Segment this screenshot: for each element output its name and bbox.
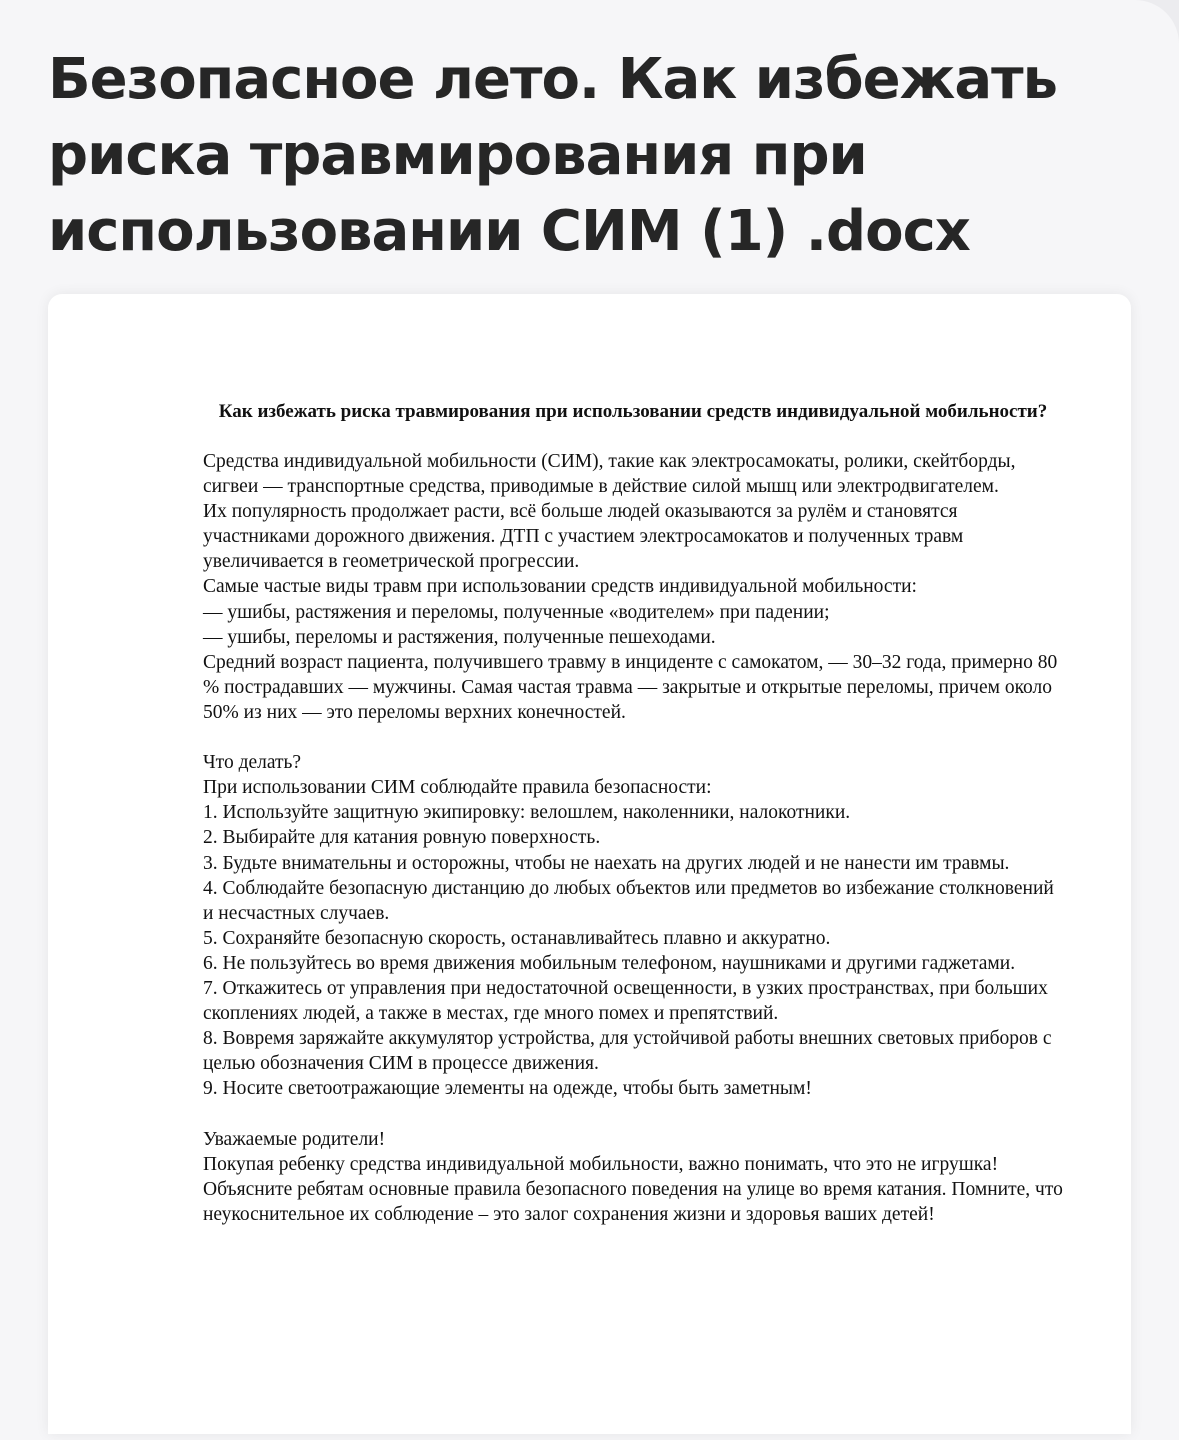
rule-item: 3. Будьте внимательны и осторожны, чтобы не наехать на других людей и не нанести им травмы. [203,852,1010,874]
rule-item: 7. Откажитесь от управления при недостаточной освещенности, в узких пространствах, при больших скоплениях людей, а также в местах, где много помех и препятствий. [203,977,1048,1025]
paragraph: Их популярность продолжает расти, всё больше людей оказываются за рулём и становятся участниками дорожного движения. ДТП с участием электросамокатов и полученных травм увеличивается в геометрической прогрессии. [203,501,964,573]
rule-item: 6. Не пользуйтесь во время движения мобильным телефоном, наушниками и другими гаджетами. [203,952,1016,974]
blank-line [203,725,1063,750]
document-content [203,399,1063,1227]
file-title: Безопасное лето. Как избежать риска травмирования при использовании СИМ (1) .docx [48,47,1057,264]
rule-item: 4. Соблюдайте безопасную дистанцию до любых объектов или предметов во избежание столкновений и несчастных случаев. [203,877,1054,924]
paragraph: Средний возраст пациента, получившего травму в инциденте с самокатом, — 30–32 года, примерно 80 % пострадавших — мужчины. Самая частая травма — закрытые и открытые переломы, причем около 50% из них — это переломы верхних конечностей. [203,651,1058,723]
rule-item: 8. Вовремя заряжайте аккумулятор устройства, для устойчивой работы внешних световых приборов с целью обозначения СИМ в процессе движения. [203,1028,1052,1075]
list-item: — ушибы, растяжения и переломы, полученные «водителем» при падении; [203,601,830,623]
section-title: Что делать? [203,752,302,774]
rule-item: 9. Носите светоотражающие элементы на одежде, чтобы быть заметным! [203,1078,812,1100]
document-page[interactable] [48,294,1131,1434]
rule-item: 1. Используйте защитную экипировку: велошлем, наколенники, налокотники. [203,802,851,824]
rule-item: 5. Сохраняйте безопасную скорость, останавливайтесь плавно и аккуратно. [203,927,831,949]
section-title: Уважаемые родители! [203,1128,386,1150]
paragraph: При использовании СИМ соблюдайте правила безопасности: [203,777,712,799]
paragraph: Самые частые виды травм при использовании средств индивидуальной мобильности: [203,576,917,598]
intro-section [203,449,1063,725]
parents-section [203,1127,1063,1227]
rules-section [203,750,1063,1101]
list-item: — ушибы, переломы и растяжения, полученные пешеходами. [203,626,716,648]
rule-item: 2. Выбирайте для катания ровную поверхность. [203,827,601,849]
document-heading: Как избежать риска травмирования при использовании средств индивидуальной мобильности? [218,401,1048,422]
paragraph: Покупая ребенку средства индивидуальной мобильности, важно понимать, что это не игрушка! Объясните ребятам основные правила безопасного поведения на улице во время катания. Помните, что неукоснительное их соблюдение – это залог сохранения жизни и здоровья ваших детей! [203,1153,1063,1225]
paragraph: Средства индивидуальной мобильности (СИМ), такие как электросамокаты, ролики, скейтборды, сигвеи — транспортные средства, приводимые в действие силой мышц или электродвигателем. [203,451,1016,498]
blank-line [203,1101,1063,1126]
